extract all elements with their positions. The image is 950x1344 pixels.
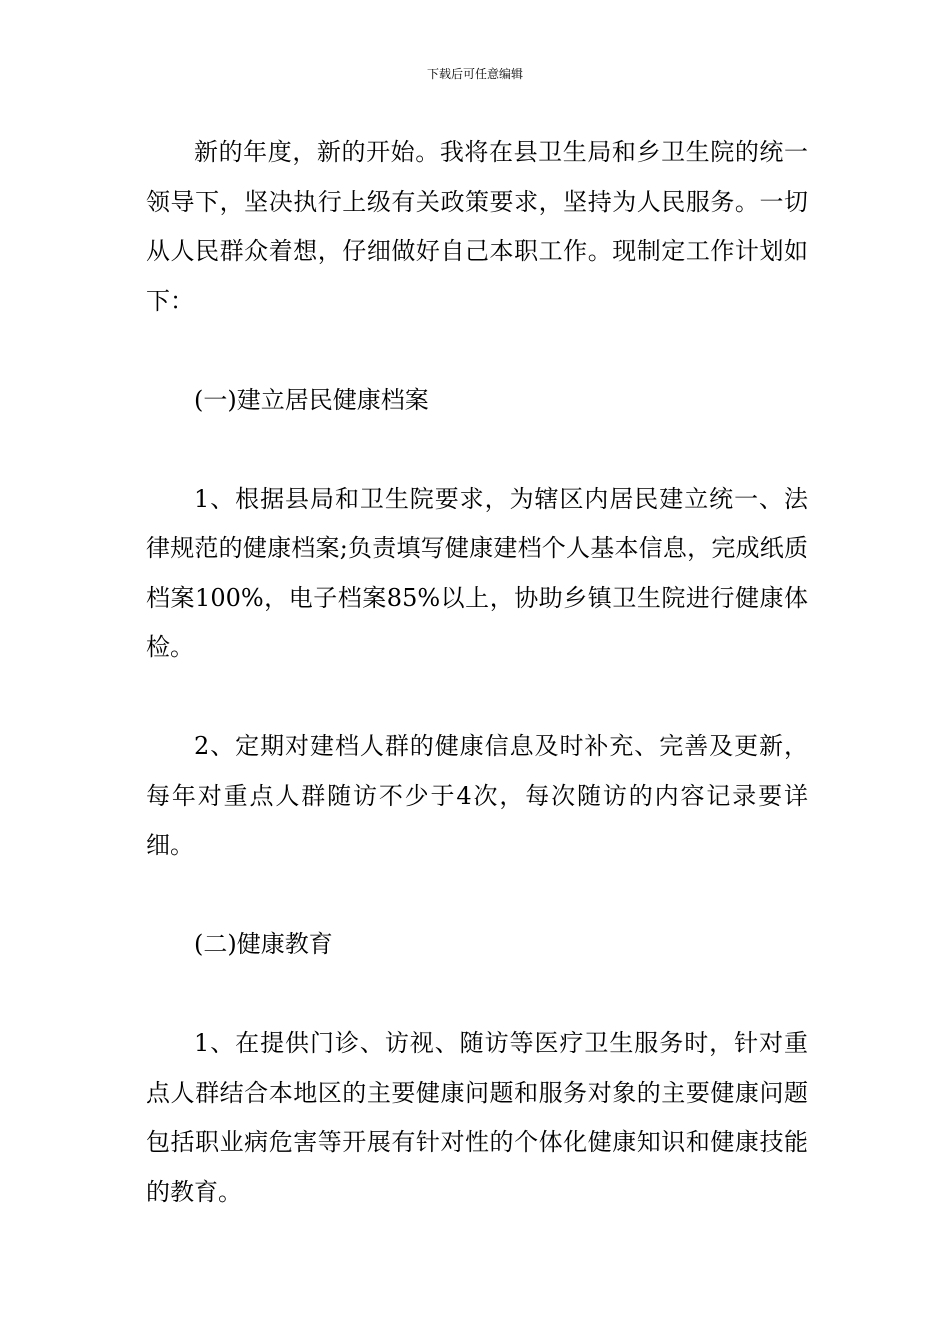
spacer — [146, 673, 808, 723]
spacer — [146, 871, 808, 921]
intro-paragraph: 新的年度，新的开始。我将在县卫生局和乡卫生院的统一领导下，坚决执行上级有关政策要求，坚持为人民服务。一切从人民群众着想，仔细做好自己本职工作。现制定工作计划如下： — [146, 138, 808, 315]
list-item-records-1: 1、根据县局和卫生院要求，为辖区内居民建立统一、法律规范的健康档案;负责填写健康建档个人基本信息，完成纸质档案100%，电子档案85%以上，协助乡镇卫生院进行健康体检。 — [146, 484, 808, 661]
section-heading-health-records: (一)建立居民健康档案 — [194, 385, 429, 414]
list-item-education-1: 1、在提供门诊、访视、随访等医疗卫生服务时，针对重点人群结合本地区的主要健康问题和服务对象的主要健康问题包括职业病危害等开展有针对性的个体化健康知识和健康技能的教育。 — [146, 1029, 808, 1206]
spacer — [146, 326, 808, 376]
spacer — [146, 425, 808, 475]
spacer — [146, 970, 808, 1020]
document-body — [146, 128, 808, 1217]
section-heading-health-education: (二)健康教育 — [194, 930, 333, 958]
page-header-note: 下载后可任意编辑 — [426, 67, 523, 81]
list-item-records-2: 2、定期对建档人群的健康信息及时补充、完善及更新，每年对重点人群随访不少于4次，每次随访的内容记录要详细。 — [146, 732, 808, 859]
